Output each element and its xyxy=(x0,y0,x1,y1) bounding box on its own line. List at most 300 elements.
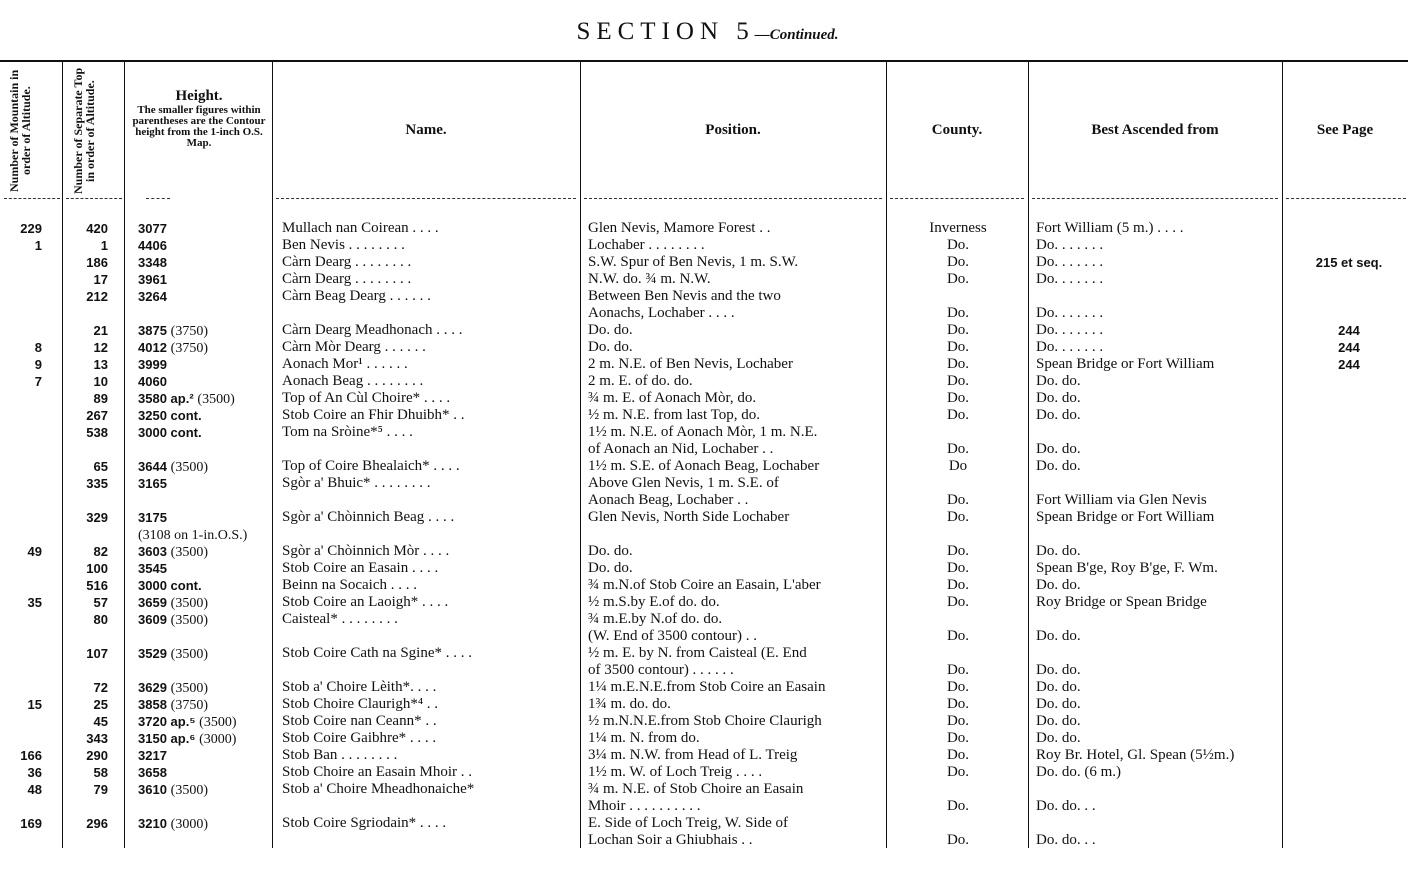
county: Do. xyxy=(946,373,970,389)
see-page: 244 xyxy=(1338,340,1360,355)
height xyxy=(138,611,270,629)
table-row xyxy=(0,543,1415,560)
mountain-number: 36 xyxy=(27,765,42,780)
height xyxy=(138,696,270,714)
header-separator xyxy=(1032,198,1278,200)
top-number: 17 xyxy=(93,272,108,287)
position: ¾ m.N.of Stob Coire an Easain, L'aber xyxy=(588,577,821,593)
best-ascended-from: Roy Br. Hotel, Gl. Spean (5½m.) xyxy=(1036,747,1235,763)
table-row xyxy=(0,356,1415,373)
mountain-name: Stob Coire an Easain . . . . xyxy=(282,560,439,576)
best-ascended-from: Do. do. xyxy=(1036,696,1081,712)
position: Aonach Beag, Lochaber . . xyxy=(588,492,749,508)
top-number: 10 xyxy=(93,374,108,389)
top-number: 21 xyxy=(93,323,108,338)
best-ascended-from: Spean Bridge or Fort William xyxy=(1036,509,1215,525)
header-county: County. xyxy=(931,122,983,138)
county: Do. xyxy=(946,356,970,372)
height-value: 3000 cont. xyxy=(138,578,202,593)
header-see-page: See Page xyxy=(1316,122,1374,138)
top-number: 186 xyxy=(86,255,108,270)
header-height xyxy=(128,88,270,149)
mountain-name: Càrn Dearg Meadhonach . . . . xyxy=(282,322,463,338)
height xyxy=(138,288,270,306)
table-row xyxy=(0,220,1415,237)
height-value: 3264 xyxy=(138,289,167,304)
position: 1¼ m. N. from do. xyxy=(588,730,700,746)
position: Do. do. xyxy=(588,322,633,338)
top-number: 538 xyxy=(86,425,108,440)
position: ¾ m. E. of Aonach Mòr, do. xyxy=(588,390,757,406)
contour-height: (3500) xyxy=(170,647,208,662)
best-ascended-from: Spean Bridge or Fort William xyxy=(1036,356,1215,372)
height-value: 4060 xyxy=(138,374,167,389)
county: Do. xyxy=(946,271,970,287)
top-number: 267 xyxy=(86,408,108,423)
mountain-name: Stob Coire Sgriodain* . . . . xyxy=(282,815,447,831)
height-value: 3603 xyxy=(138,544,167,559)
height-value: 3217 xyxy=(138,748,167,763)
table-row xyxy=(0,713,1415,730)
best-ascended-from: Do. do. xyxy=(1036,662,1081,678)
position: Mhoir . . . . . . . . . . xyxy=(588,798,701,814)
county: Do. xyxy=(946,713,970,729)
table-row xyxy=(0,594,1415,611)
height xyxy=(138,730,270,748)
table-row xyxy=(0,424,1415,441)
county: Do. xyxy=(946,322,970,338)
county: Do. xyxy=(946,832,970,848)
county: Do. xyxy=(946,305,970,321)
best-ascended-from: Do. do. . . xyxy=(1036,832,1096,848)
position: Lochan Soir a Ghiubhais . . xyxy=(588,832,753,848)
top-number: 420 xyxy=(86,221,108,236)
top-number: 516 xyxy=(86,578,108,593)
position: Do. do. xyxy=(588,339,633,355)
table-row xyxy=(0,798,1415,815)
position: 3¼ m. N.W. from Head of L. Treig xyxy=(588,747,798,763)
contour-height: (3750) xyxy=(170,324,208,339)
position: of Aonach an Nid, Lochaber . . xyxy=(588,441,774,457)
table-row xyxy=(0,679,1415,696)
height xyxy=(138,526,270,544)
mountain-name: Aonach Beag . . . . . . . . xyxy=(282,373,424,389)
best-ascended-from: Do. do. xyxy=(1036,577,1081,593)
top-number: 79 xyxy=(93,782,108,797)
top-number: 89 xyxy=(93,391,108,406)
mountain-name: Càrn Dearg . . . . . . . . xyxy=(282,271,412,287)
table-row xyxy=(0,339,1415,356)
header-best-ascended: Best Ascended from xyxy=(1091,122,1219,138)
mountain-name: Top of Coire Bhealaich* . . . . xyxy=(282,458,460,474)
table-row xyxy=(0,611,1415,628)
contour-height: (3000) xyxy=(170,817,208,832)
top-number: 296 xyxy=(86,816,108,831)
county: Do. xyxy=(946,730,970,746)
height xyxy=(138,509,270,527)
county: Do. xyxy=(946,764,970,780)
best-ascended-from: Fort William (5 m.) . . . . xyxy=(1036,220,1184,236)
position: Between Ben Nevis and the two xyxy=(588,288,781,304)
county: Do. xyxy=(946,679,970,695)
position: Do. do. xyxy=(588,543,633,559)
height-value: 3250 cont. xyxy=(138,408,202,423)
top-number: 25 xyxy=(93,697,108,712)
mountain-number: 8 xyxy=(34,340,42,355)
height-value: 3580 ap.² xyxy=(138,391,194,406)
contour-height: (3500) xyxy=(170,545,208,560)
position: Glen Nevis, North Side Lochaber xyxy=(588,509,790,525)
top-number: 335 xyxy=(86,476,108,491)
height xyxy=(138,322,270,340)
position: 1½ m. W. of Loch Treig . . . . xyxy=(588,764,763,780)
best-ascended-from: Do. do. xyxy=(1036,373,1081,389)
height xyxy=(138,220,270,238)
mountain-name: Càrn Dearg . . . . . . . . xyxy=(282,254,412,270)
mountain-number: 9 xyxy=(34,357,42,372)
height-value: 3610 xyxy=(138,782,167,797)
position: ½ m.N.N.E.from Stob Choire Claurigh xyxy=(588,713,822,729)
top-number: 72 xyxy=(93,680,108,695)
contour-height: (3500) xyxy=(170,460,208,475)
mountain-name: Tom na Sròine*⁵ . . . . xyxy=(282,424,413,440)
height xyxy=(138,356,270,374)
height-value: 4406 xyxy=(138,238,167,253)
best-ascended-from: Fort William via Glen Nevis xyxy=(1036,492,1207,508)
position: S.W. Spur of Ben Nevis, 1 m. S.W. xyxy=(588,254,799,270)
position: ¾ m.E.by N.of do. do. xyxy=(588,611,723,627)
header-separator xyxy=(584,198,882,200)
table-row xyxy=(0,781,1415,798)
mountain-name: Stob Coire Cath na Sgine* . . . . xyxy=(282,645,472,661)
position: Glen Nevis, Mamore Forest . . xyxy=(588,220,771,236)
section-title xyxy=(0,18,1415,46)
contour-height: (3500) xyxy=(197,392,235,407)
table-row xyxy=(0,747,1415,764)
height-value: 3659 xyxy=(138,595,167,610)
mountain-name: Stob Choire an Easain Mhoir . . xyxy=(282,764,472,780)
best-ascended-from: Do. . . . . . . xyxy=(1036,322,1104,338)
top-number: 212 xyxy=(86,289,108,304)
county: Do. xyxy=(946,628,970,644)
top-number: 58 xyxy=(93,765,108,780)
table-row xyxy=(0,475,1415,492)
county: Do. xyxy=(946,390,970,406)
mountain-name: Sgòr a' Bhuic* . . . . . . . . xyxy=(282,475,431,491)
county: Do. xyxy=(946,577,970,593)
position: Above Glen Nevis, 1 m. S.E. of xyxy=(588,475,779,491)
position: ½ m. E. by N. from Caisteal (E. End xyxy=(588,645,807,661)
height-value: 3348 xyxy=(138,255,167,270)
table-row xyxy=(0,254,1415,271)
mountain-number: 1 xyxy=(34,238,42,253)
best-ascended-from: Spean B'ge, Roy B'ge, F. Wm. xyxy=(1036,560,1218,576)
position: ¾ m. N.E. of Stob Choire an Easain xyxy=(588,781,804,797)
height-value: 3165 xyxy=(138,476,167,491)
mountain-name: Càrn Mòr Dearg . . . . . . xyxy=(282,339,426,355)
section-title-sub: —Continued. xyxy=(754,27,839,43)
mountain-name: Top of An Cùl Choire* . . . . xyxy=(282,390,451,406)
mountain-name: Beinn na Socaich . . . . xyxy=(282,577,417,593)
height xyxy=(138,373,270,391)
height-value: 3999 xyxy=(138,357,167,372)
county: Do. xyxy=(946,441,970,457)
position: of 3500 contour) . . . . . . xyxy=(588,662,734,678)
top-number: 329 xyxy=(86,510,108,525)
best-ascended-from: Do. do. xyxy=(1036,713,1081,729)
mountain-number: 15 xyxy=(27,697,42,712)
height-value: 3529 xyxy=(138,646,167,661)
mountain-name: Sgòr a' Chòinnich Beag . . . . xyxy=(282,509,455,525)
best-ascended-from: Do. . . . . . . xyxy=(1036,271,1104,287)
height-value: 4012 xyxy=(138,340,167,355)
county: Do. xyxy=(946,254,970,270)
county: Inverness xyxy=(929,220,987,236)
header-position: Position. xyxy=(705,122,761,138)
position: 1¾ m. do. do. xyxy=(588,696,671,712)
mountain-name: Caisteal* . . . . . . . . xyxy=(282,611,398,627)
mountain-number: 229 xyxy=(20,221,42,236)
height xyxy=(138,747,270,765)
height-value: 3629 xyxy=(138,680,167,695)
height-value: 3609 xyxy=(138,612,167,627)
table-row xyxy=(0,696,1415,713)
table-row xyxy=(0,577,1415,594)
contour-height: (3108 on 1-in.O.S.) xyxy=(138,528,248,543)
table-row xyxy=(0,373,1415,390)
top-number: 57 xyxy=(93,595,108,610)
position: ½ m.S.by E.of do. do. xyxy=(588,594,720,610)
table-row xyxy=(0,560,1415,577)
mountain-name: Stob Coire Gaibhre* . . . . xyxy=(282,730,437,746)
mountain-name: Càrn Beag Dearg . . . . . . xyxy=(282,288,431,304)
county: Do. xyxy=(946,560,970,576)
top-number: 1 xyxy=(100,238,108,253)
mountain-name: Stob a' Choire Mheadhonaiche* xyxy=(282,781,475,797)
contour-height: (3000) xyxy=(199,732,237,747)
table-row xyxy=(0,492,1415,509)
mountain-name: Stob Coire an Laoigh* . . . . xyxy=(282,594,449,610)
header-height-note: The smaller figures within parentheses are the Contour height from the 1-inch O.S. Map. xyxy=(132,104,266,149)
height xyxy=(138,254,270,272)
county: Do. xyxy=(946,492,970,508)
height xyxy=(138,594,270,612)
position: Lochaber . . . . . . . . xyxy=(588,237,705,253)
height-value: 3720 ap.⁵ xyxy=(138,714,196,729)
county: Do. xyxy=(946,662,970,678)
position: Aonachs, Lochaber . . . . xyxy=(588,305,735,321)
best-ascended-from: Do. do. xyxy=(1036,458,1081,474)
header-height-title: Height. xyxy=(175,88,223,104)
see-page: 244 xyxy=(1338,323,1360,338)
county: Do xyxy=(948,458,968,474)
height xyxy=(138,560,270,578)
header-name: Name. xyxy=(405,122,447,138)
mountain-name: Sgòr a' Chòinnich Mòr . . . . xyxy=(282,543,450,559)
height-value: 3175 xyxy=(138,510,167,525)
best-ascended-from: Do. do. (6 m.) xyxy=(1036,764,1121,780)
best-ascended-from: Do. do. xyxy=(1036,628,1081,644)
table-row xyxy=(0,407,1415,424)
table-row xyxy=(0,305,1415,322)
mountain-name: Mullach nan Coirean . . . . xyxy=(282,220,439,236)
header-separator xyxy=(4,198,60,200)
position: ½ m. N.E. from last Top, do. xyxy=(588,407,760,423)
table-row xyxy=(0,815,1415,832)
top-number: 13 xyxy=(93,357,108,372)
mountain-name: Stob Choire Claurigh*⁴ . . xyxy=(282,696,439,712)
height xyxy=(138,781,270,799)
mountain-name: Stob Coire nan Ceann* . . xyxy=(282,713,437,729)
top-number: 343 xyxy=(86,731,108,746)
mountain-name: Stob Ban . . . . . . . . xyxy=(282,747,398,763)
table-row xyxy=(0,628,1415,645)
best-ascended-from: Do. . . . . . . xyxy=(1036,237,1104,253)
see-page: 244 xyxy=(1338,357,1360,372)
header-separator xyxy=(66,198,122,200)
best-ascended-from: Do. do. xyxy=(1036,679,1081,695)
best-ascended-from: Do. . . . . . . xyxy=(1036,254,1104,270)
position: 1½ m. N.E. of Aonach Mòr, 1 m. N.E. xyxy=(588,424,818,440)
contour-height: (3500) xyxy=(170,783,208,798)
mountain-number: 166 xyxy=(20,748,42,763)
contour-height: (3500) xyxy=(170,613,208,628)
county: Do. xyxy=(946,339,970,355)
mountain-number: 169 xyxy=(20,816,42,831)
table-row xyxy=(0,237,1415,254)
header-rule xyxy=(0,60,1408,62)
position: (W. End of 3500 contour) . . xyxy=(588,628,757,644)
table-row xyxy=(0,509,1415,526)
height xyxy=(138,679,270,697)
table-row xyxy=(0,662,1415,679)
position: E. Side of Loch Treig, W. Side of xyxy=(588,815,789,831)
county: Do. xyxy=(946,747,970,763)
top-number: 107 xyxy=(86,646,108,661)
mountain-name: Ben Nevis . . . . . . . . xyxy=(282,237,405,253)
top-number: 80 xyxy=(93,612,108,627)
contour-height: (3750) xyxy=(170,698,208,713)
table-row xyxy=(0,645,1415,662)
contour-height: (3750) xyxy=(170,341,208,356)
top-number: 65 xyxy=(93,459,108,474)
height xyxy=(138,339,270,357)
height xyxy=(138,764,270,782)
height-value: 3644 xyxy=(138,459,167,474)
table-row xyxy=(0,526,1415,543)
top-number: 100 xyxy=(86,561,108,576)
mountain-name: Stob Coire an Fhir Dhuibh* . . xyxy=(282,407,465,423)
mountain-name: Stob a' Choire Lèith*. . . . xyxy=(282,679,437,695)
height xyxy=(138,237,270,255)
height xyxy=(138,407,270,425)
position: Do. do. xyxy=(588,560,633,576)
mountain-name: Aonach Mor¹ . . . . . . xyxy=(282,356,408,372)
header-mountain-number: Number of Mountain in order of Altitude. xyxy=(7,69,33,193)
table-row xyxy=(0,441,1415,458)
height-value: 3210 xyxy=(138,816,167,831)
height xyxy=(138,271,270,289)
top-number: 12 xyxy=(93,340,108,355)
best-ascended-from: Do. do. xyxy=(1036,441,1081,457)
table-row xyxy=(0,764,1415,781)
position: N.W. do. ¾ m. N.W. xyxy=(588,271,711,287)
height xyxy=(138,577,270,595)
contour-height: (3500) xyxy=(199,715,237,730)
table-row xyxy=(0,458,1415,475)
height-value: 3545 xyxy=(138,561,167,576)
county: Do. xyxy=(946,407,970,423)
height xyxy=(138,475,270,493)
county: Do. xyxy=(946,798,970,814)
table-row xyxy=(0,730,1415,747)
height xyxy=(138,713,270,731)
best-ascended-from: Do. do. xyxy=(1036,730,1081,746)
position: 1¼ m.E.N.E.from Stob Coire an Easain xyxy=(588,679,826,695)
county: Do. xyxy=(946,237,970,253)
height-value: 3077 xyxy=(138,221,167,236)
position: 1½ m. S.E. of Aonach Beag, Lochaber xyxy=(588,458,820,474)
header-top-number: Number of Separate Top in order of Altitude. xyxy=(71,67,97,195)
header-separator xyxy=(890,198,1024,200)
header-separator xyxy=(146,198,170,200)
height-value: 3858 xyxy=(138,697,167,712)
county: Do. xyxy=(946,543,970,559)
top-number: 82 xyxy=(93,544,108,559)
table-row xyxy=(0,322,1415,339)
county: Do. xyxy=(946,696,970,712)
contour-height: (3500) xyxy=(170,681,208,696)
mountain-number: 7 xyxy=(34,374,42,389)
top-number: 45 xyxy=(93,714,108,729)
height xyxy=(138,424,270,442)
table-row xyxy=(0,390,1415,407)
height-value: 3875 xyxy=(138,323,167,338)
contour-height: (3500) xyxy=(170,596,208,611)
table-row xyxy=(0,288,1415,305)
mountain-number: 48 xyxy=(27,782,42,797)
best-ascended-from: Do. do. xyxy=(1036,407,1081,423)
best-ascended-from: Do. do. xyxy=(1036,390,1081,406)
height-value: 3000 cont. xyxy=(138,425,202,440)
county: Do. xyxy=(946,509,970,525)
best-ascended-from: Do. do. . . xyxy=(1036,798,1096,814)
height xyxy=(138,458,270,476)
height xyxy=(138,645,270,663)
height xyxy=(138,815,270,833)
height-value: 3658 xyxy=(138,765,167,780)
height xyxy=(138,543,270,561)
height xyxy=(138,390,270,408)
height-value: 3961 xyxy=(138,272,167,287)
see-page: 215 et seq. xyxy=(1315,255,1383,270)
section-title-main: SECTION 5 xyxy=(576,18,755,45)
mountain-number: 49 xyxy=(27,544,42,559)
table-row xyxy=(0,832,1415,849)
header-separator xyxy=(276,198,576,200)
position: 2 m. E. of do. do. xyxy=(588,373,693,389)
best-ascended-from: Do. do. xyxy=(1036,543,1081,559)
best-ascended-from: Do. . . . . . . xyxy=(1036,339,1104,355)
header-separator xyxy=(1286,198,1406,200)
county: Do. xyxy=(946,594,970,610)
best-ascended-from: Roy Bridge or Spean Bridge xyxy=(1036,594,1207,610)
mountain-number: 35 xyxy=(27,595,42,610)
best-ascended-from: Do. . . . . . . xyxy=(1036,305,1104,321)
top-number: 290 xyxy=(86,748,108,763)
table-row xyxy=(0,271,1415,288)
position: 2 m. N.E. of Ben Nevis, Lochaber xyxy=(588,356,793,372)
